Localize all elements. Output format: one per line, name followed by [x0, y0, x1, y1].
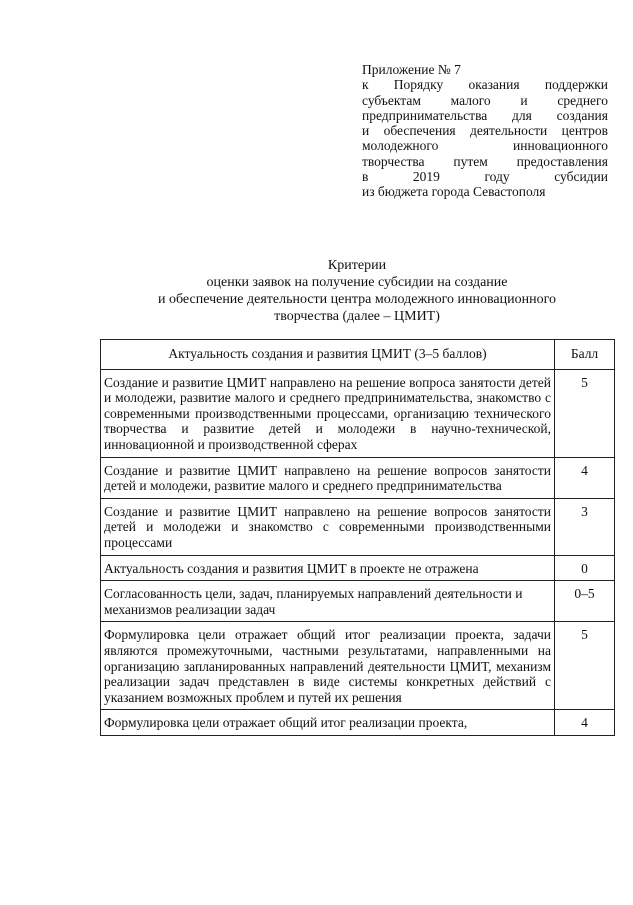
appendix-line: [362, 93, 608, 108]
appendix-word: к: [362, 77, 369, 93]
criterion-cell: Создание и развитие ЦМИТ направлено на решение вопросов занятости детей и молодежи и знакомство с современными производственными процессами: [101, 498, 555, 555]
appendix-word: центров: [561, 123, 608, 139]
score-cell: 4: [555, 457, 615, 498]
title-line: и обеспечение деятельности центра молодежного инновационного: [158, 292, 556, 307]
score-cell: 5: [555, 369, 615, 457]
appendix-heading: [362, 62, 608, 200]
appendix-line: [362, 154, 608, 169]
appendix-word: субъектам: [362, 92, 421, 108]
appendix-word: оказания: [468, 77, 520, 93]
appendix-line: Приложение № 7: [362, 62, 461, 77]
title-line: творчества (далее – ЦМИТ): [274, 309, 440, 324]
score-column-header: Балл: [555, 340, 615, 370]
appendix-word: поддержки: [544, 77, 608, 93]
score-cell: 0–5: [555, 581, 615, 622]
appendix-word: творчества: [362, 153, 425, 169]
score-cell: 0: [555, 555, 615, 581]
score-cell: 3: [555, 498, 615, 555]
appendix-word: предпринимательства: [362, 107, 488, 123]
table-row: [101, 581, 615, 622]
score-cell: 4: [555, 710, 615, 736]
criterion-cell: Создание и развитие ЦМИТ направлено на решение вопросов занятости детей и молодежи, развитие малого и среднего предпринимательства: [101, 457, 555, 498]
criterion-column-header: Актуальность создания и развития ЦМИТ (3–5 баллов): [101, 340, 555, 370]
appendix-line: [362, 108, 608, 123]
appendix-word: предоставления: [516, 153, 608, 169]
criterion-cell: Формулировка цели отражает общий итог реализации проекта,: [101, 710, 555, 736]
table-row: [101, 555, 615, 581]
criterion-cell: Актуальность создания и развития ЦМИТ в проекте не отражена: [101, 555, 555, 581]
appendix-word: 2019: [412, 169, 440, 185]
appendix-word: создания: [556, 107, 608, 123]
appendix-line: [362, 123, 608, 138]
appendix-word: и: [520, 92, 528, 108]
appendix-word: и: [362, 123, 370, 139]
appendix-line: из бюджета города Севастополя: [362, 184, 546, 200]
criterion-cell: Формулировка цели отражает общий итог реализации проекта, задачи являются промежуточными, частными результатами, направленными на организацию запланированных направлений деятельности ЦМИТ, механизм реализации задач представлен в виде системы конкретных действий с указанием возможных проблем и путей их решения: [101, 622, 555, 710]
appendix-word: обеспечения: [383, 123, 456, 139]
table-header-row: [101, 340, 615, 370]
criteria-table: [100, 339, 615, 736]
criterion-cell: Согласованность цели, задач, планируемых направлений деятельности и механизмов реализации задач: [101, 581, 555, 622]
criterion-cell: Создание и развитие ЦМИТ направлено на решение вопроса занятости детей и молодежи, развитие малого и среднего предпринимательства, знакомство с современными производственными процессами, организацию технического творчества и развитие детей и молодежи в научно-технической, инновационной и производственной сферах: [101, 369, 555, 457]
appendix-word: субсидии: [554, 169, 608, 185]
score-cell: 5: [555, 622, 615, 710]
appendix-word: году: [484, 169, 510, 185]
appendix-word: деятельности: [469, 123, 548, 139]
appendix-line: [362, 138, 608, 153]
appendix-line: [362, 169, 608, 184]
title-line: оценки заявок на получение субсидии на создание: [206, 275, 508, 290]
appendix-line: [362, 77, 608, 92]
table-row: [101, 622, 615, 710]
title-line: Критерии: [327, 258, 387, 273]
appendix-word: молодежного: [362, 138, 439, 154]
appendix-word: инновационного: [513, 138, 608, 154]
table-row: [101, 498, 615, 555]
document-title: [100, 257, 614, 325]
table-row: [101, 710, 615, 736]
appendix-word: малого: [450, 92, 491, 108]
appendix-word: Порядку: [393, 77, 444, 93]
appendix-word: для: [512, 107, 532, 123]
table-row: [101, 369, 615, 457]
appendix-word: путем: [453, 153, 488, 169]
table-row: [101, 457, 615, 498]
appendix-word: в: [362, 169, 369, 185]
appendix-word: среднего: [557, 92, 608, 108]
